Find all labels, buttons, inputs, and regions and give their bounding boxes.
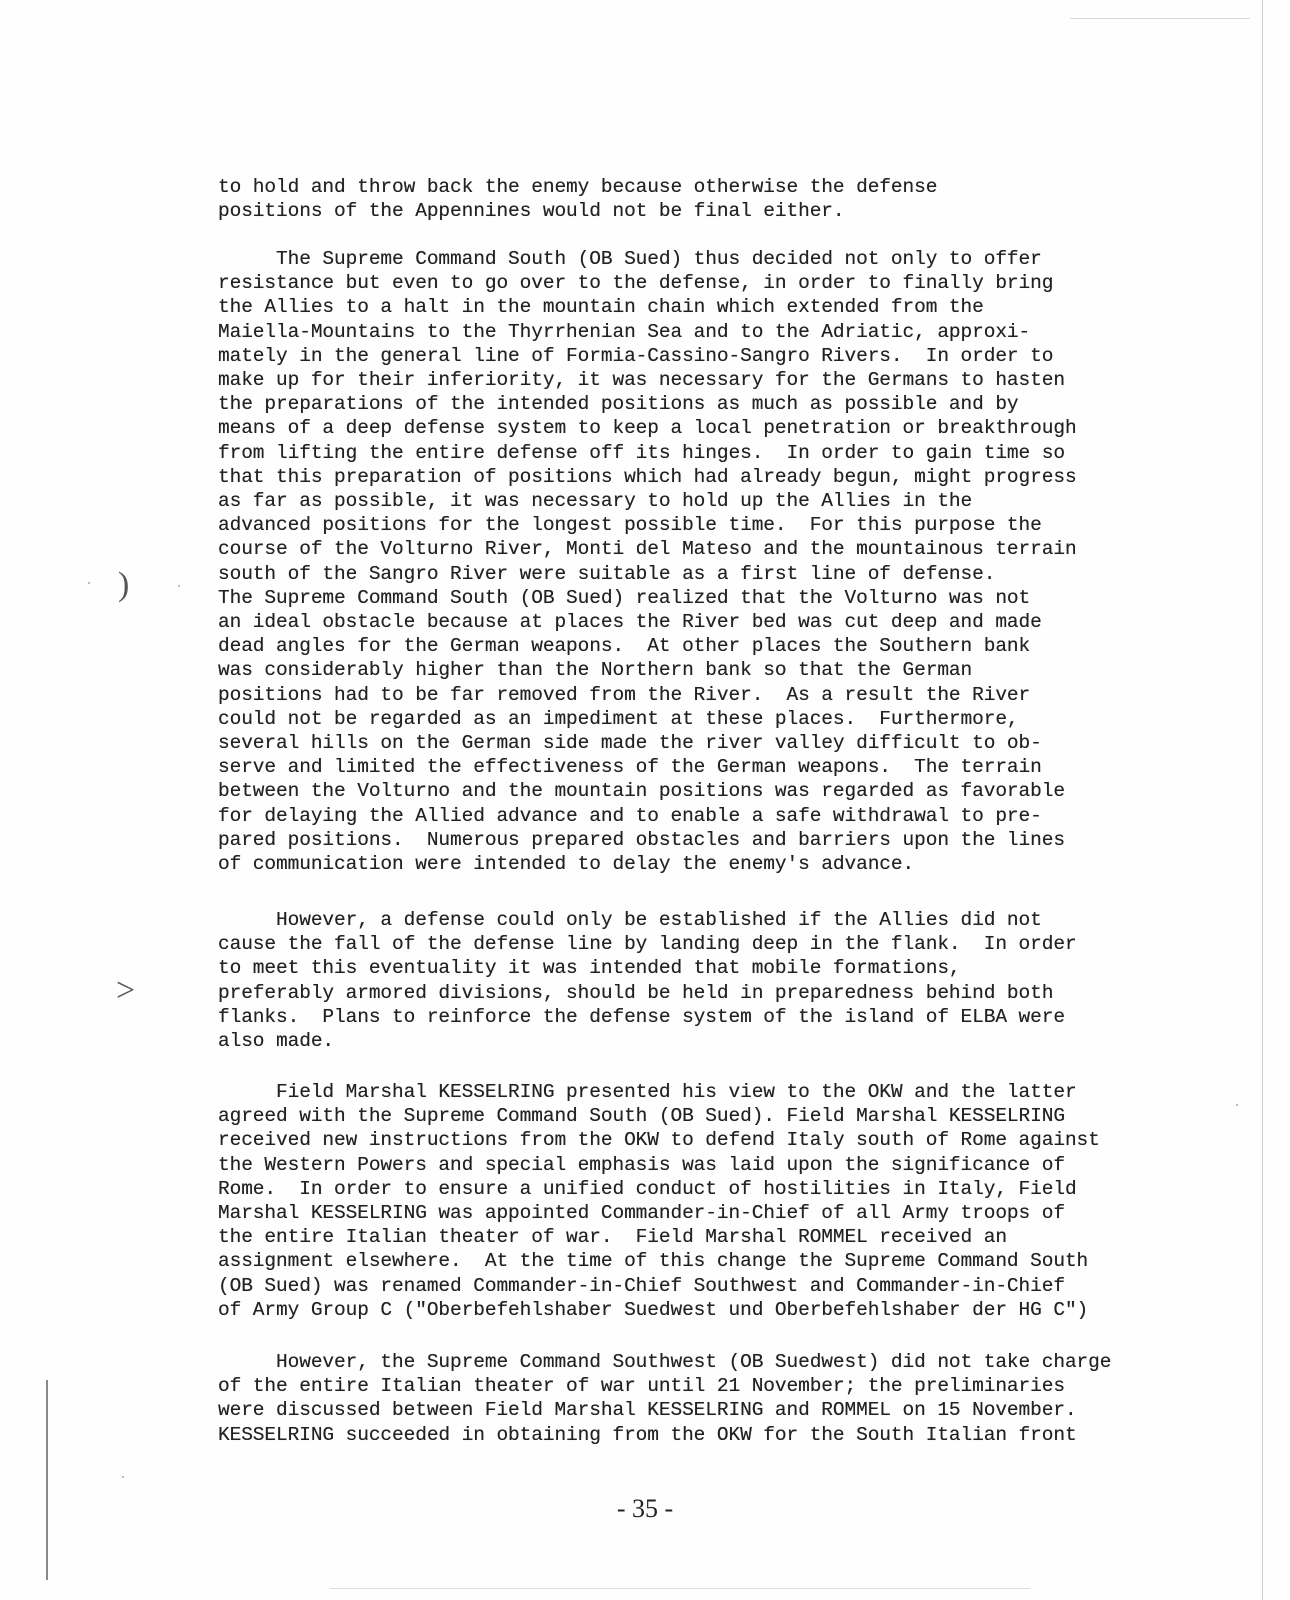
scan-edge-left bbox=[46, 1380, 48, 1580]
text-line: that this preparation of positions which had already begun, might progress bbox=[218, 465, 1077, 488]
scan-speck bbox=[122, 1476, 124, 1478]
text-line: advanced positions for the longest possible time. For this purpose the bbox=[218, 514, 1042, 537]
text-line: from lifting the entire defense off its hinges. In order to gain time so bbox=[218, 441, 1065, 464]
text-line: the Allies to a halt in the mountain chain which extended from the bbox=[218, 296, 984, 319]
text-line: Marshal KESSELRING was appointed Commander-in-Chief of all Army troops of bbox=[218, 1202, 1065, 1225]
text-line: course of the Volturno River, Monti del Mateso and the mountainous terrain bbox=[218, 538, 1077, 561]
text-line: flanks. Plans to reinforce the defense system of the island of ELBA were bbox=[218, 1005, 1065, 1028]
scan-speck bbox=[178, 585, 180, 587]
margin-mark-chevron: > bbox=[116, 972, 136, 1009]
text-line: (OB Sued) was renamed Commander-in-Chief Southwest and Commander-in-Chief bbox=[218, 1274, 1065, 1297]
text-line: positions of the Appennines would not be final either. bbox=[218, 200, 845, 223]
text-line: Rome. In order to ensure a unified conduct of hostilities in Italy, Field bbox=[218, 1177, 1077, 1200]
text-line: make up for their inferiority, it was necessary for the Germans to hasten bbox=[218, 369, 1065, 392]
text-line: positions had to be far removed from the River. As a result the River bbox=[218, 683, 1031, 706]
text-line: were discussed between Field Marshal KESSELRING and ROMMEL on 15 November. bbox=[218, 1399, 1077, 1422]
text-line: Maiella-Mountains to the Thyrrhenian Sea and to the Adriatic, approxi- bbox=[218, 320, 1031, 343]
text-line: of communication were intended to delay the enemy's advance. bbox=[218, 853, 915, 876]
scan-speck bbox=[1236, 1104, 1238, 1106]
scan-edge-top bbox=[1070, 18, 1250, 19]
text-line: of Army Group C ("Oberbefehlshaber Suedwest und Oberbefehlshaber der HG C") bbox=[218, 1298, 1089, 1321]
text-line: resistance but even to go over to the defense, in order to finally bring bbox=[218, 272, 1054, 295]
text-line: also made. bbox=[218, 1030, 335, 1053]
text-line: agreed with the Supreme Command South (OB Sued). Field Marshal KESSELRING bbox=[218, 1105, 1065, 1128]
margin-mark-paren: ) bbox=[118, 566, 130, 603]
text-line: to hold and throw back the enemy because otherwise the defense bbox=[218, 176, 938, 198]
text-line: The Supreme Command South (OB Sued) realized that the Volturno was not bbox=[218, 586, 1031, 609]
text-line: received new instructions from the OKW to defend Italy south of Rome against bbox=[218, 1129, 1100, 1152]
text-line: assignment elsewhere. At the time of this change the Supreme Command South bbox=[218, 1250, 1089, 1273]
text-line: to meet this eventuality it was intended that mobile formations, bbox=[218, 957, 961, 980]
scan-edge-bottom bbox=[330, 1588, 1030, 1589]
text-line: dead angles for the German weapons. At other places the Southern bank bbox=[218, 635, 1031, 658]
text-line: was considerably higher than the Northern bank so that the German bbox=[218, 659, 973, 682]
text-line: KESSELRING succeeded in obtaining from the OKW for the South Italian front bbox=[218, 1423, 1077, 1446]
text-line: cause the fall of the defense line by landing deep in the flank. In order bbox=[218, 933, 1077, 956]
text-line: an ideal obstacle because at places the River bed was cut deep and made bbox=[218, 611, 1042, 634]
text-line: as far as possible, it was necessary to hold up the Allies in the bbox=[218, 490, 973, 513]
text-line: several hills on the German side made the river valley difficult to ob- bbox=[218, 732, 1042, 755]
text-line: Field Marshal KESSELRING presented his view to the OKW and the latter bbox=[218, 1081, 1077, 1103]
paragraph-3 bbox=[218, 908, 1148, 1053]
text-line: the entire Italian theater of war. Field Marshal ROMMEL received an bbox=[218, 1226, 1007, 1249]
text-line: The Supreme Command South (OB Sued) thus decided not only to offer bbox=[218, 248, 1042, 270]
paragraph-4 bbox=[218, 1080, 1148, 1322]
text-line: for delaying the Allied advance and to enable a safe withdrawal to pre- bbox=[218, 804, 1042, 827]
text-line: serve and limited the effectiveness of the German weapons. The terrain bbox=[218, 756, 1042, 779]
text-line: However, the Supreme Command Southwest (OB Suedwest) did not take charge bbox=[218, 1351, 1112, 1373]
text-line: the preparations of the intended positions as much as possible and by bbox=[218, 393, 1019, 416]
paragraph-2 bbox=[218, 247, 1148, 876]
text-line: the Western Powers and special emphasis was laid upon the significance of bbox=[218, 1153, 1065, 1176]
text-line: between the Volturno and the mountain positions was regarded as favorable bbox=[218, 780, 1065, 803]
paragraph-1 bbox=[218, 175, 1148, 223]
page-number: - 35 - bbox=[616, 1494, 674, 1523]
text-line: could not be regarded as an impediment at these places. Furthermore, bbox=[218, 707, 1019, 730]
text-line: means of a deep defense system to keep a local penetration or breakthrough bbox=[218, 417, 1077, 440]
text-line: of the entire Italian theater of war until 21 November; the preliminaries bbox=[218, 1375, 1065, 1398]
scan-speck bbox=[88, 582, 90, 584]
text-line: pared positions. Numerous prepared obstacles and barriers upon the lines bbox=[218, 828, 1065, 851]
scan-edge-right bbox=[1262, 0, 1263, 1600]
text-line: preferably armored divisions, should be held in preparedness behind both bbox=[218, 981, 1054, 1004]
text-line: mately in the general line of Formia-Cassino-Sangro Rivers. In order to bbox=[218, 344, 1054, 367]
text-line: However, a defense could only be established if the Allies did not bbox=[218, 909, 1042, 931]
text-line: south of the Sangro River were suitable as a first line of defense. bbox=[218, 562, 996, 585]
paragraph-5 bbox=[218, 1350, 1148, 1447]
